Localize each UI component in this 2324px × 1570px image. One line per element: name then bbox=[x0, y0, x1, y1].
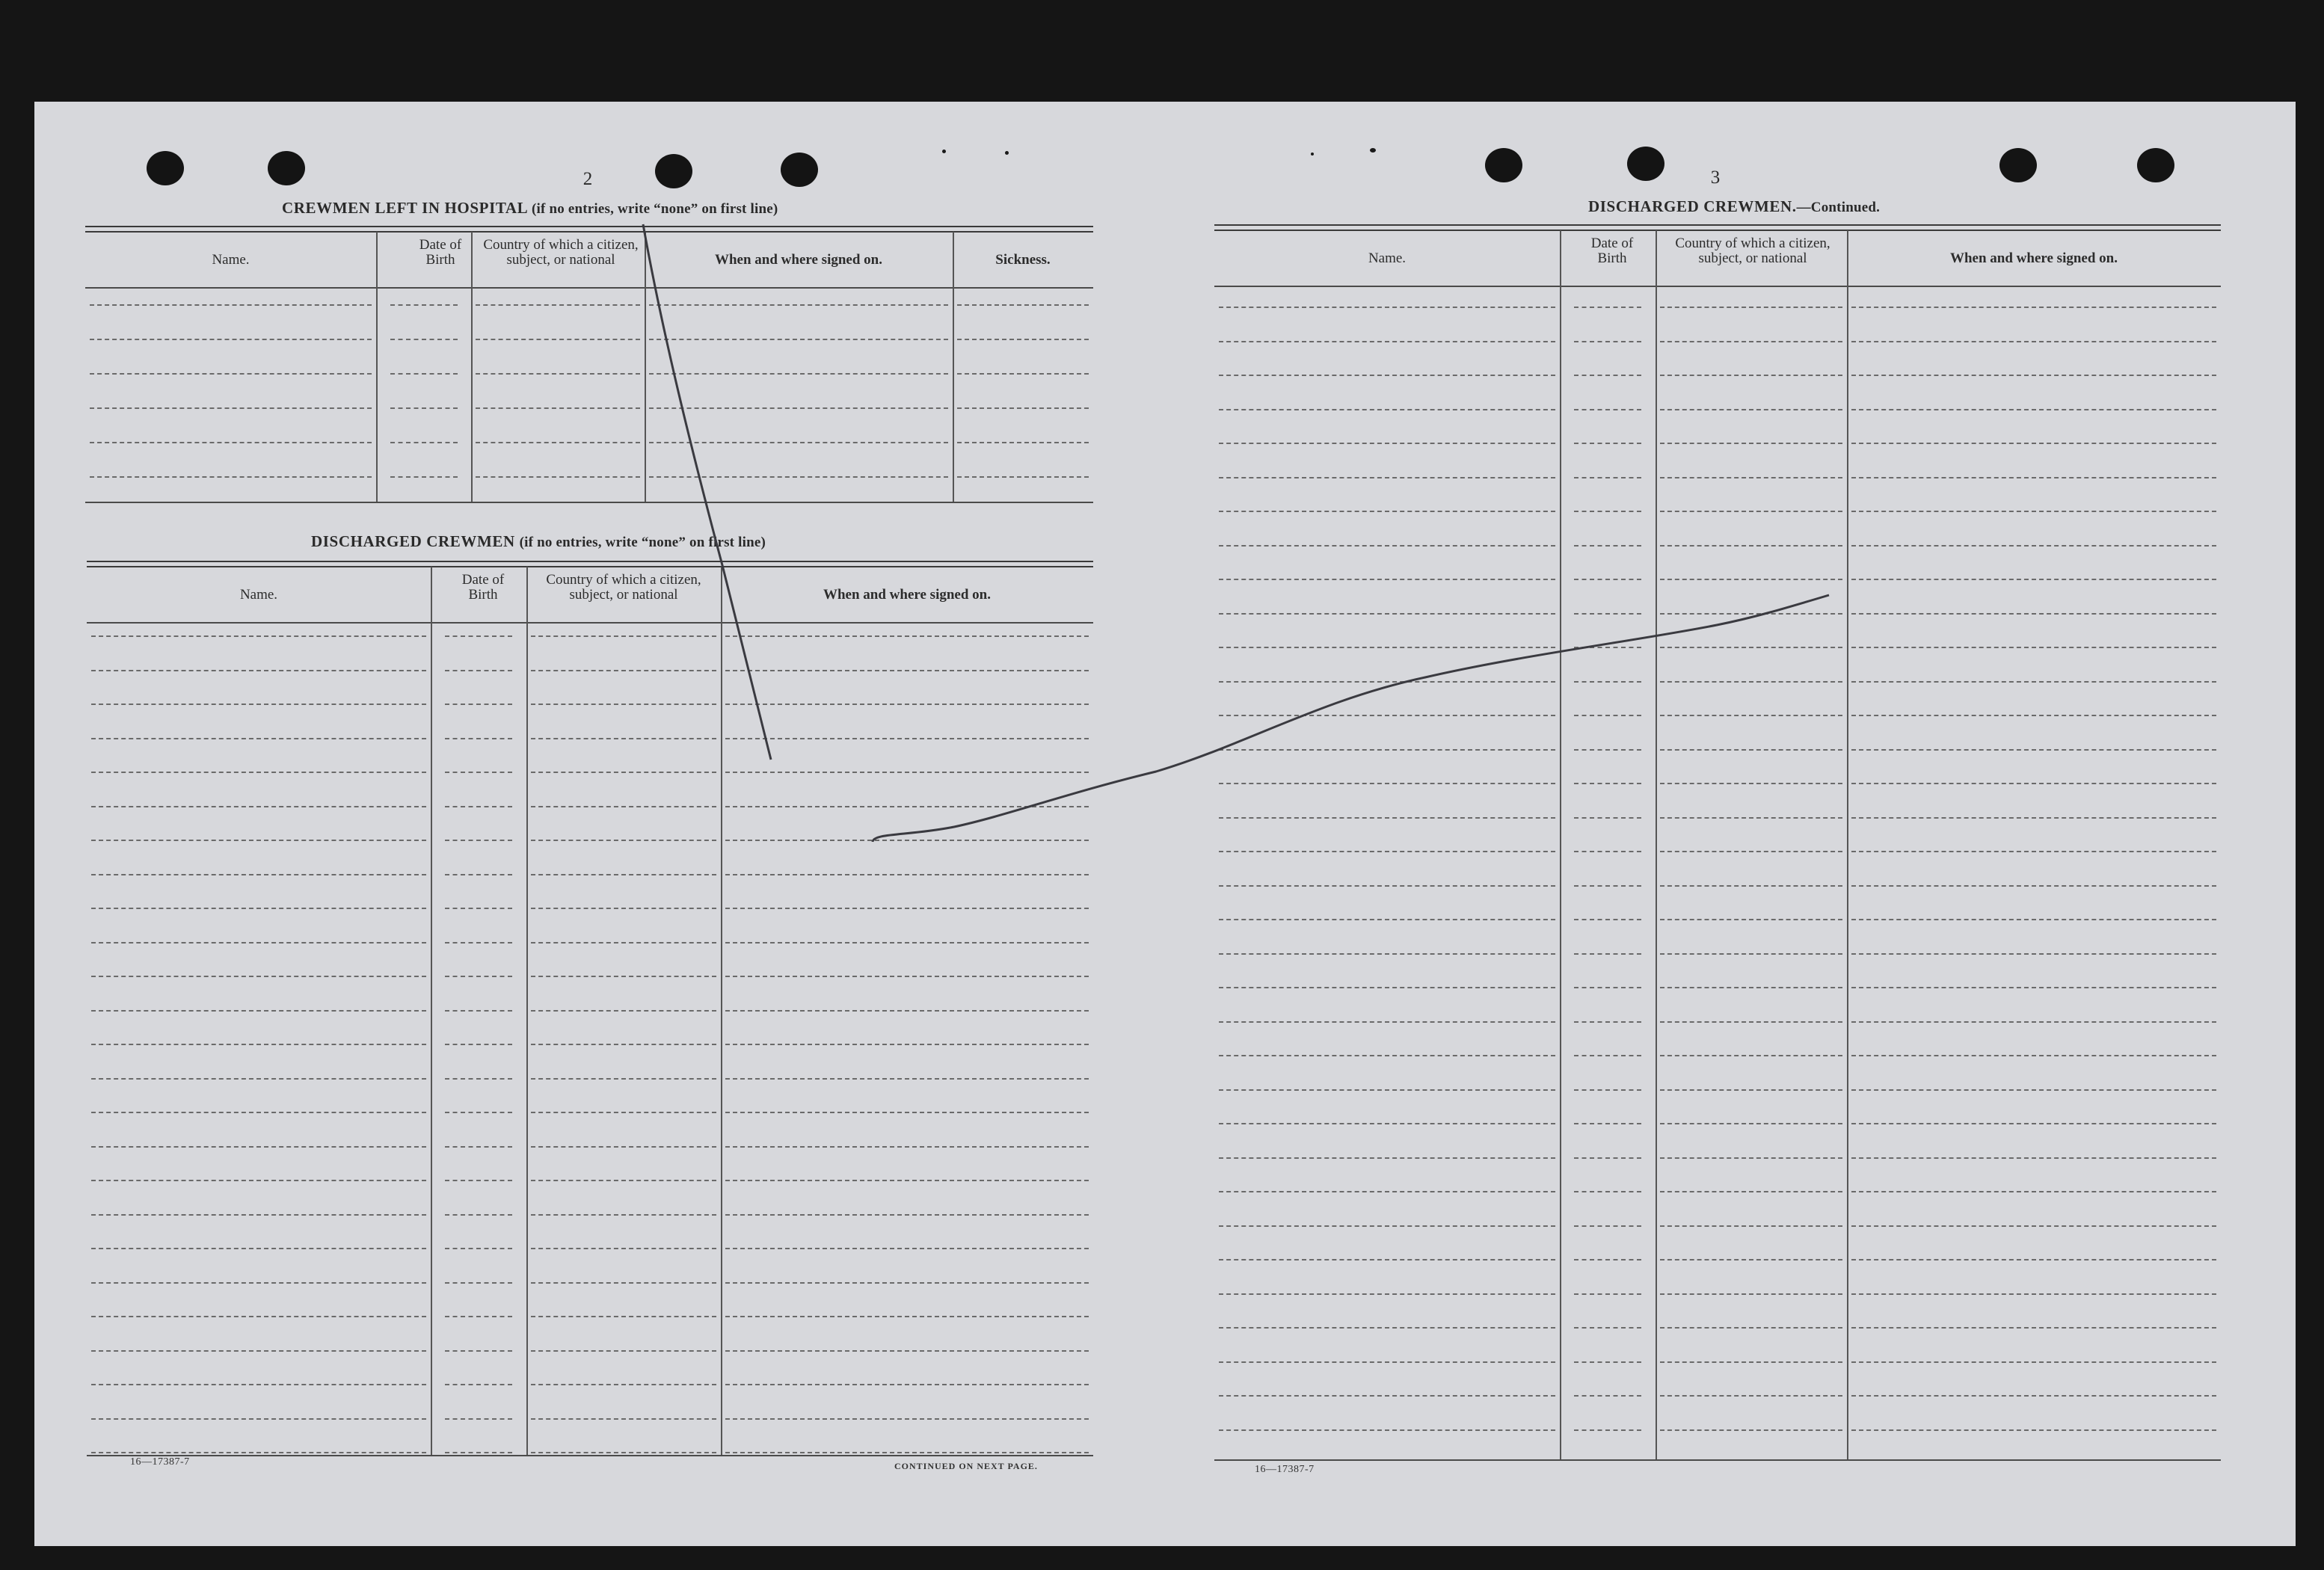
discharged-continued-title-text: DISCHARGED CREWMEN. bbox=[1588, 197, 1797, 215]
page-number: 2 bbox=[582, 169, 593, 189]
column-header-name: Name. bbox=[239, 587, 278, 603]
column-header-signed-on: When and where signed on. bbox=[823, 587, 991, 603]
discharged-title-text: DISCHARGED CREWMEN bbox=[311, 532, 515, 550]
column-header-name: Name. bbox=[1368, 250, 1407, 266]
continued-note: CONTINUED ON NEXT PAGE. bbox=[894, 1461, 1038, 1471]
discharged-continued-suffix: —Continued. bbox=[1796, 200, 1881, 215]
pen-stroke-diagonal bbox=[643, 224, 771, 760]
document-spread bbox=[34, 102, 2296, 1546]
column-header-date-of-birth: Date of Birth bbox=[461, 572, 505, 603]
discharged-instruction: (if no entries, write “none” on first line) bbox=[519, 535, 766, 550]
column-header-country: Country of which a citizen, subject, or national bbox=[546, 572, 701, 603]
form-code: 16—17387-7 bbox=[130, 1456, 190, 1468]
column-header-sickness: Sickness. bbox=[995, 252, 1051, 268]
column-header-name: Name. bbox=[212, 252, 250, 268]
column-header-country: Country of which a citizen, subject, or national bbox=[1675, 236, 1830, 266]
column-header-signed-on: When and where signed on. bbox=[1949, 250, 2118, 266]
page-number: 3 bbox=[1710, 167, 1721, 188]
pen-stroke-marks bbox=[34, 102, 2296, 1546]
hospital-instruction: (if no entries, write “none” on first line) bbox=[531, 201, 778, 217]
column-header-signed-on: When and where signed on. bbox=[714, 252, 882, 268]
column-header-country: Country of which a citizen, subject, or national bbox=[483, 237, 639, 268]
form-code: 16—17387-7 bbox=[1255, 1464, 1315, 1475]
pen-stroke-connector bbox=[873, 595, 1829, 842]
column-header-date-of-birth: Date of Birth bbox=[1590, 236, 1634, 266]
column-header-date-of-birth: Date of Birth bbox=[419, 237, 462, 268]
hospital-title-text: CREWMEN LEFT IN HOSPITAL bbox=[282, 199, 528, 217]
